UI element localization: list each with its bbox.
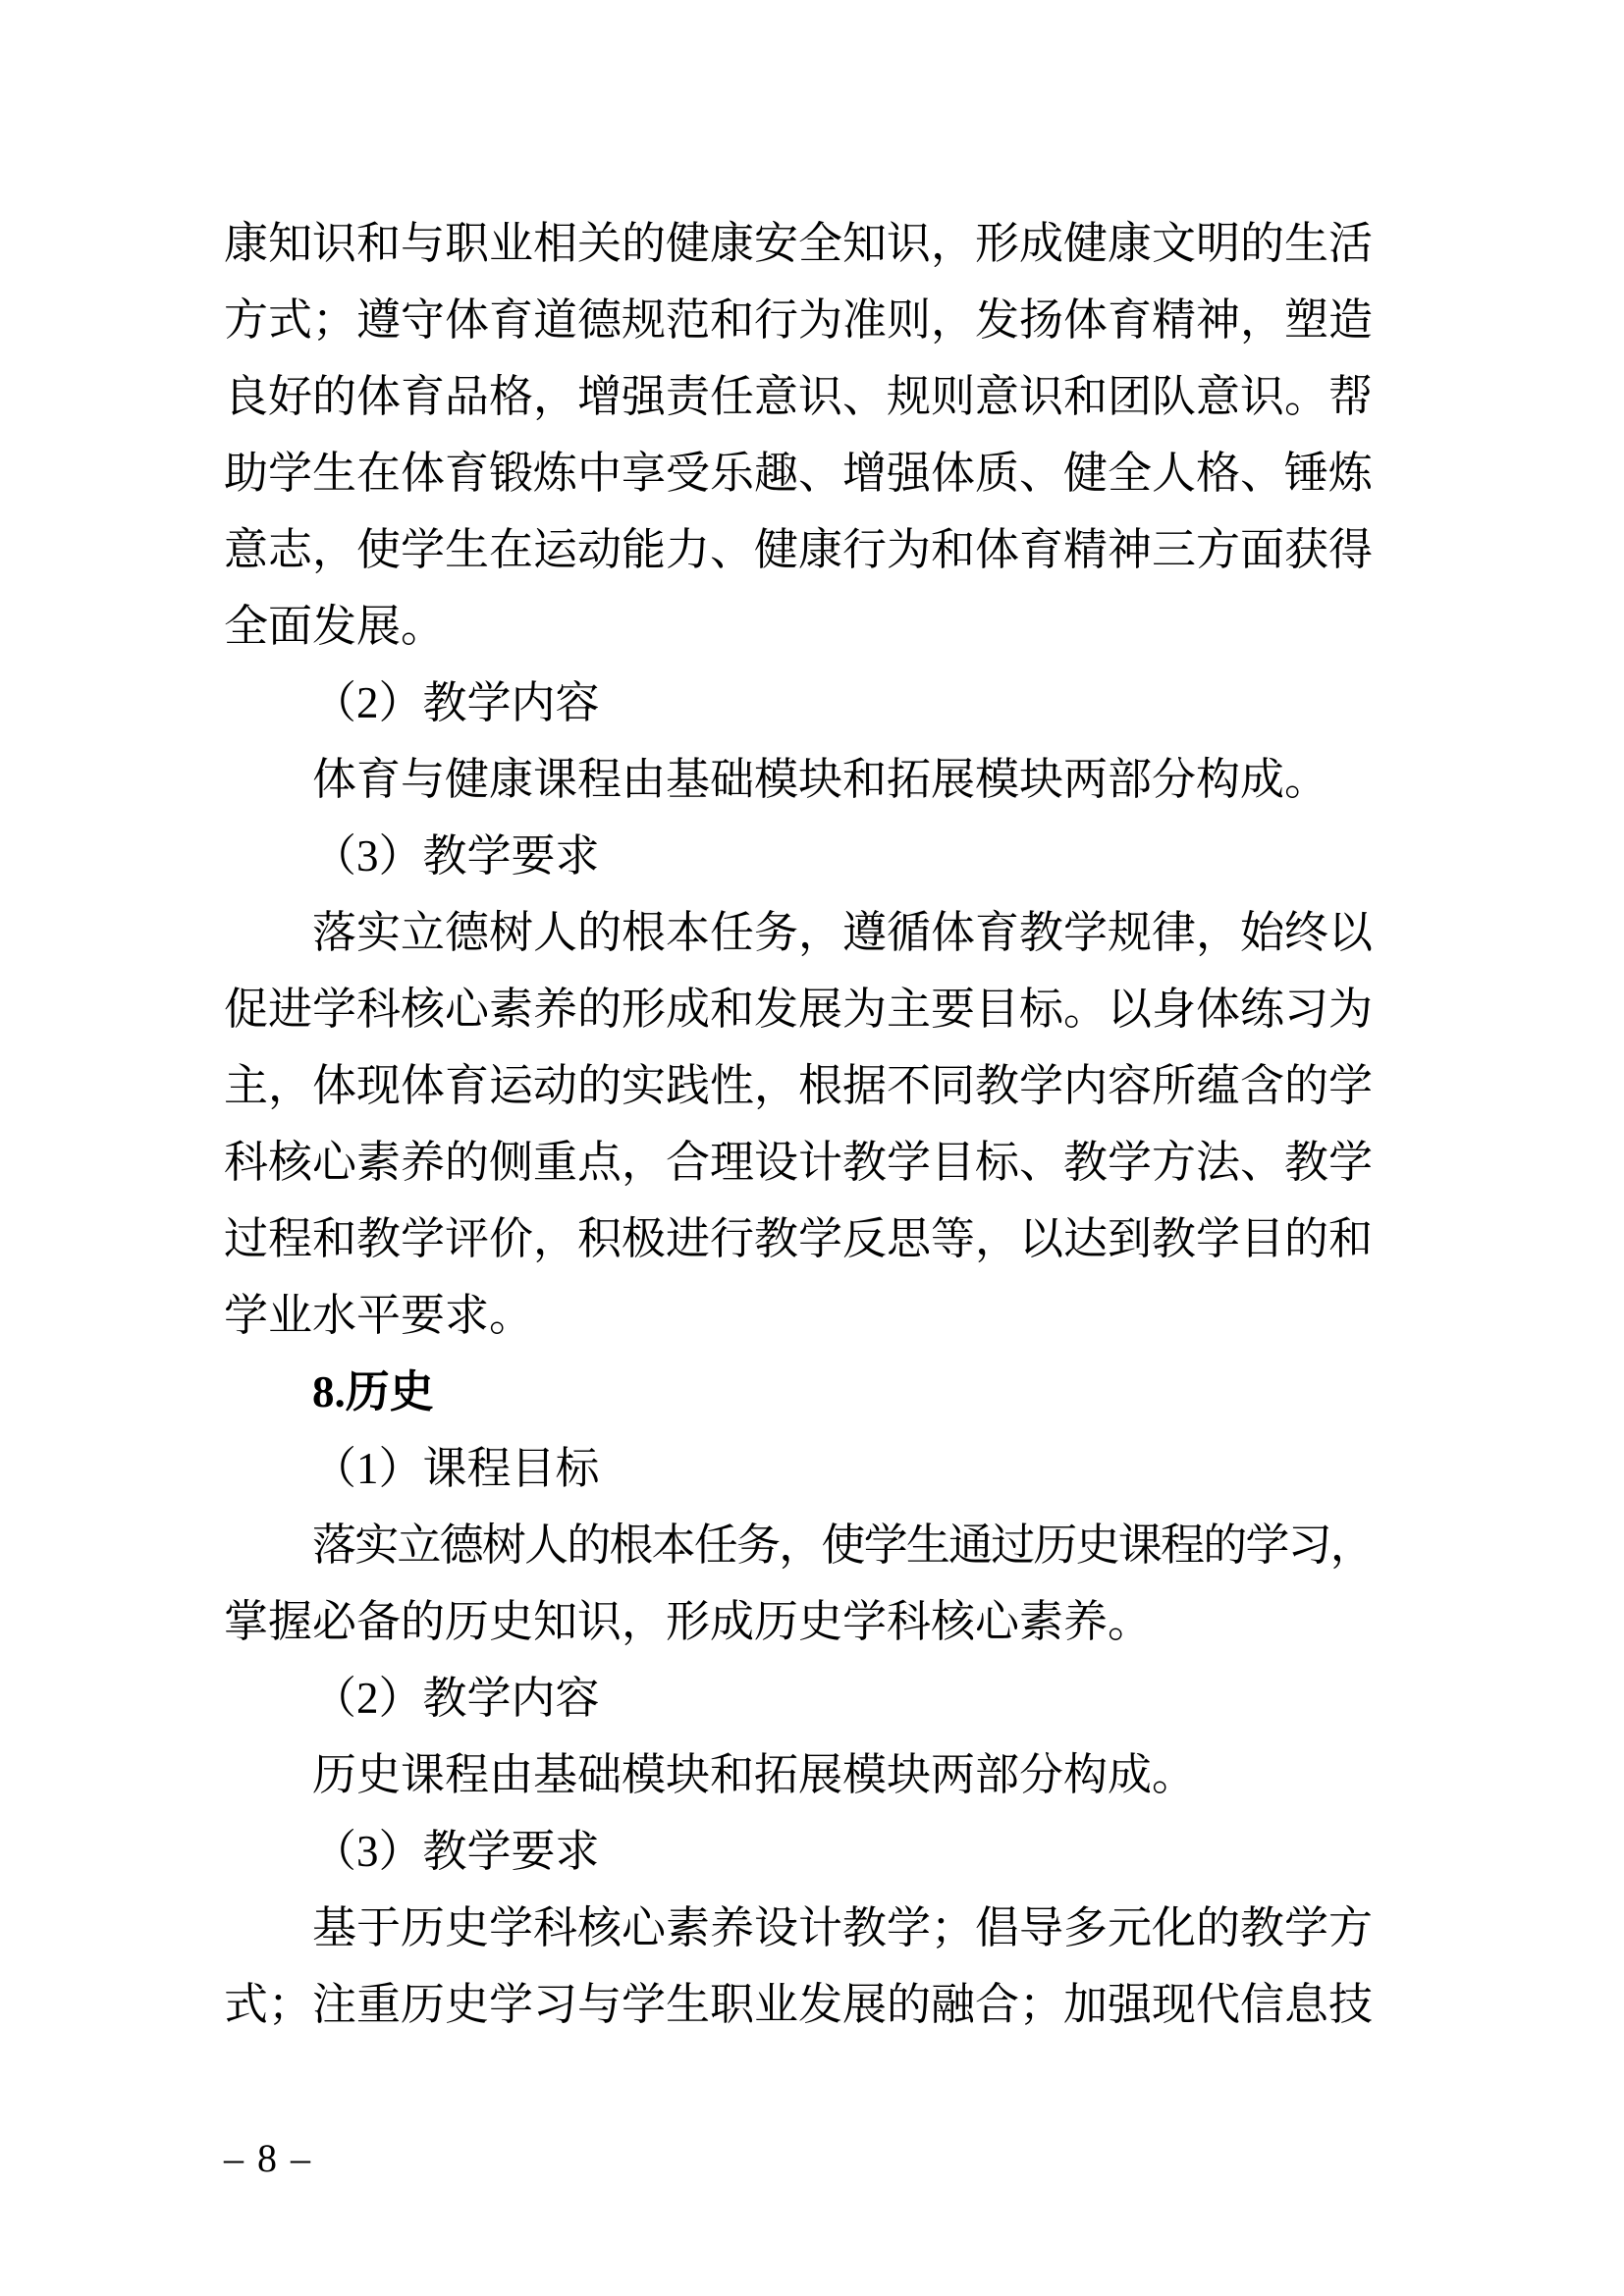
text-line: 全面发展。	[224, 602, 446, 651]
text-line: 落实立德树人的根本任务，遵循体育教学规律，始终以	[312, 908, 1374, 957]
text-line: 落实立德树人的根本任务，使学生通过历史课程的学习，	[312, 1521, 1374, 1570]
page-number: – 8 –	[224, 2136, 312, 2180]
text-line: 科核心素养的侧重点，合理设计教学目标、教学方法、教学	[224, 1138, 1374, 1187]
text-line: （2）教学内容	[312, 678, 600, 727]
text-line: 学业水平要求。	[224, 1291, 534, 1340]
text-line: 体育与健康课程由基础模块和拓展模块两部分构成。	[312, 755, 1329, 804]
text-line: 基于历史学科核心素养设计教学；倡导多元化的教学方	[312, 1903, 1374, 1952]
text-line: 助学生在体育锻炼中享受乐趣、增强体质、健全人格、锤炼	[224, 449, 1374, 498]
text-line: （3）教学要求	[312, 1827, 600, 1876]
text-line: （2）教学内容	[312, 1674, 600, 1723]
text-line: 式；注重历史学习与学生职业发展的融合；加强现代信息技	[224, 1980, 1374, 2029]
text-line: 掌握必备的历史知识，形成历史学科核心素养。	[224, 1597, 1153, 1646]
text-line: 意志，使学生在运动能力、健康行为和体育精神三方面获得	[224, 525, 1374, 574]
text-line: （1）课程目标	[312, 1444, 600, 1493]
document-body	[224, 205, 1373, 2043]
text-line: （3）教学要求	[312, 831, 600, 881]
text-line: 康知识和与职业相关的健康安全知识，形成健康文明的生活	[224, 219, 1374, 268]
text-line: 促进学科核心素养的形成和发展为主要目标。以身体练习为	[224, 985, 1374, 1034]
text-line: 方式；遵守体育道德规范和行为准则，发扬体育精神，塑造	[224, 295, 1374, 345]
text-line: 主，体现体育运动的实践性，根据不同教学内容所蕴含的学	[224, 1061, 1374, 1110]
text-line: 良好的体育品格，增强责任意识、规则意识和团队意识。帮	[224, 372, 1374, 421]
text-line: 过程和教学评价，积极进行教学反思等，以达到教学目的和	[224, 1214, 1374, 1263]
text-line: 8.历史	[312, 1367, 434, 1416]
text-line: 历史课程由基础模块和拓展模块两部分构成。	[312, 1750, 1197, 1799]
